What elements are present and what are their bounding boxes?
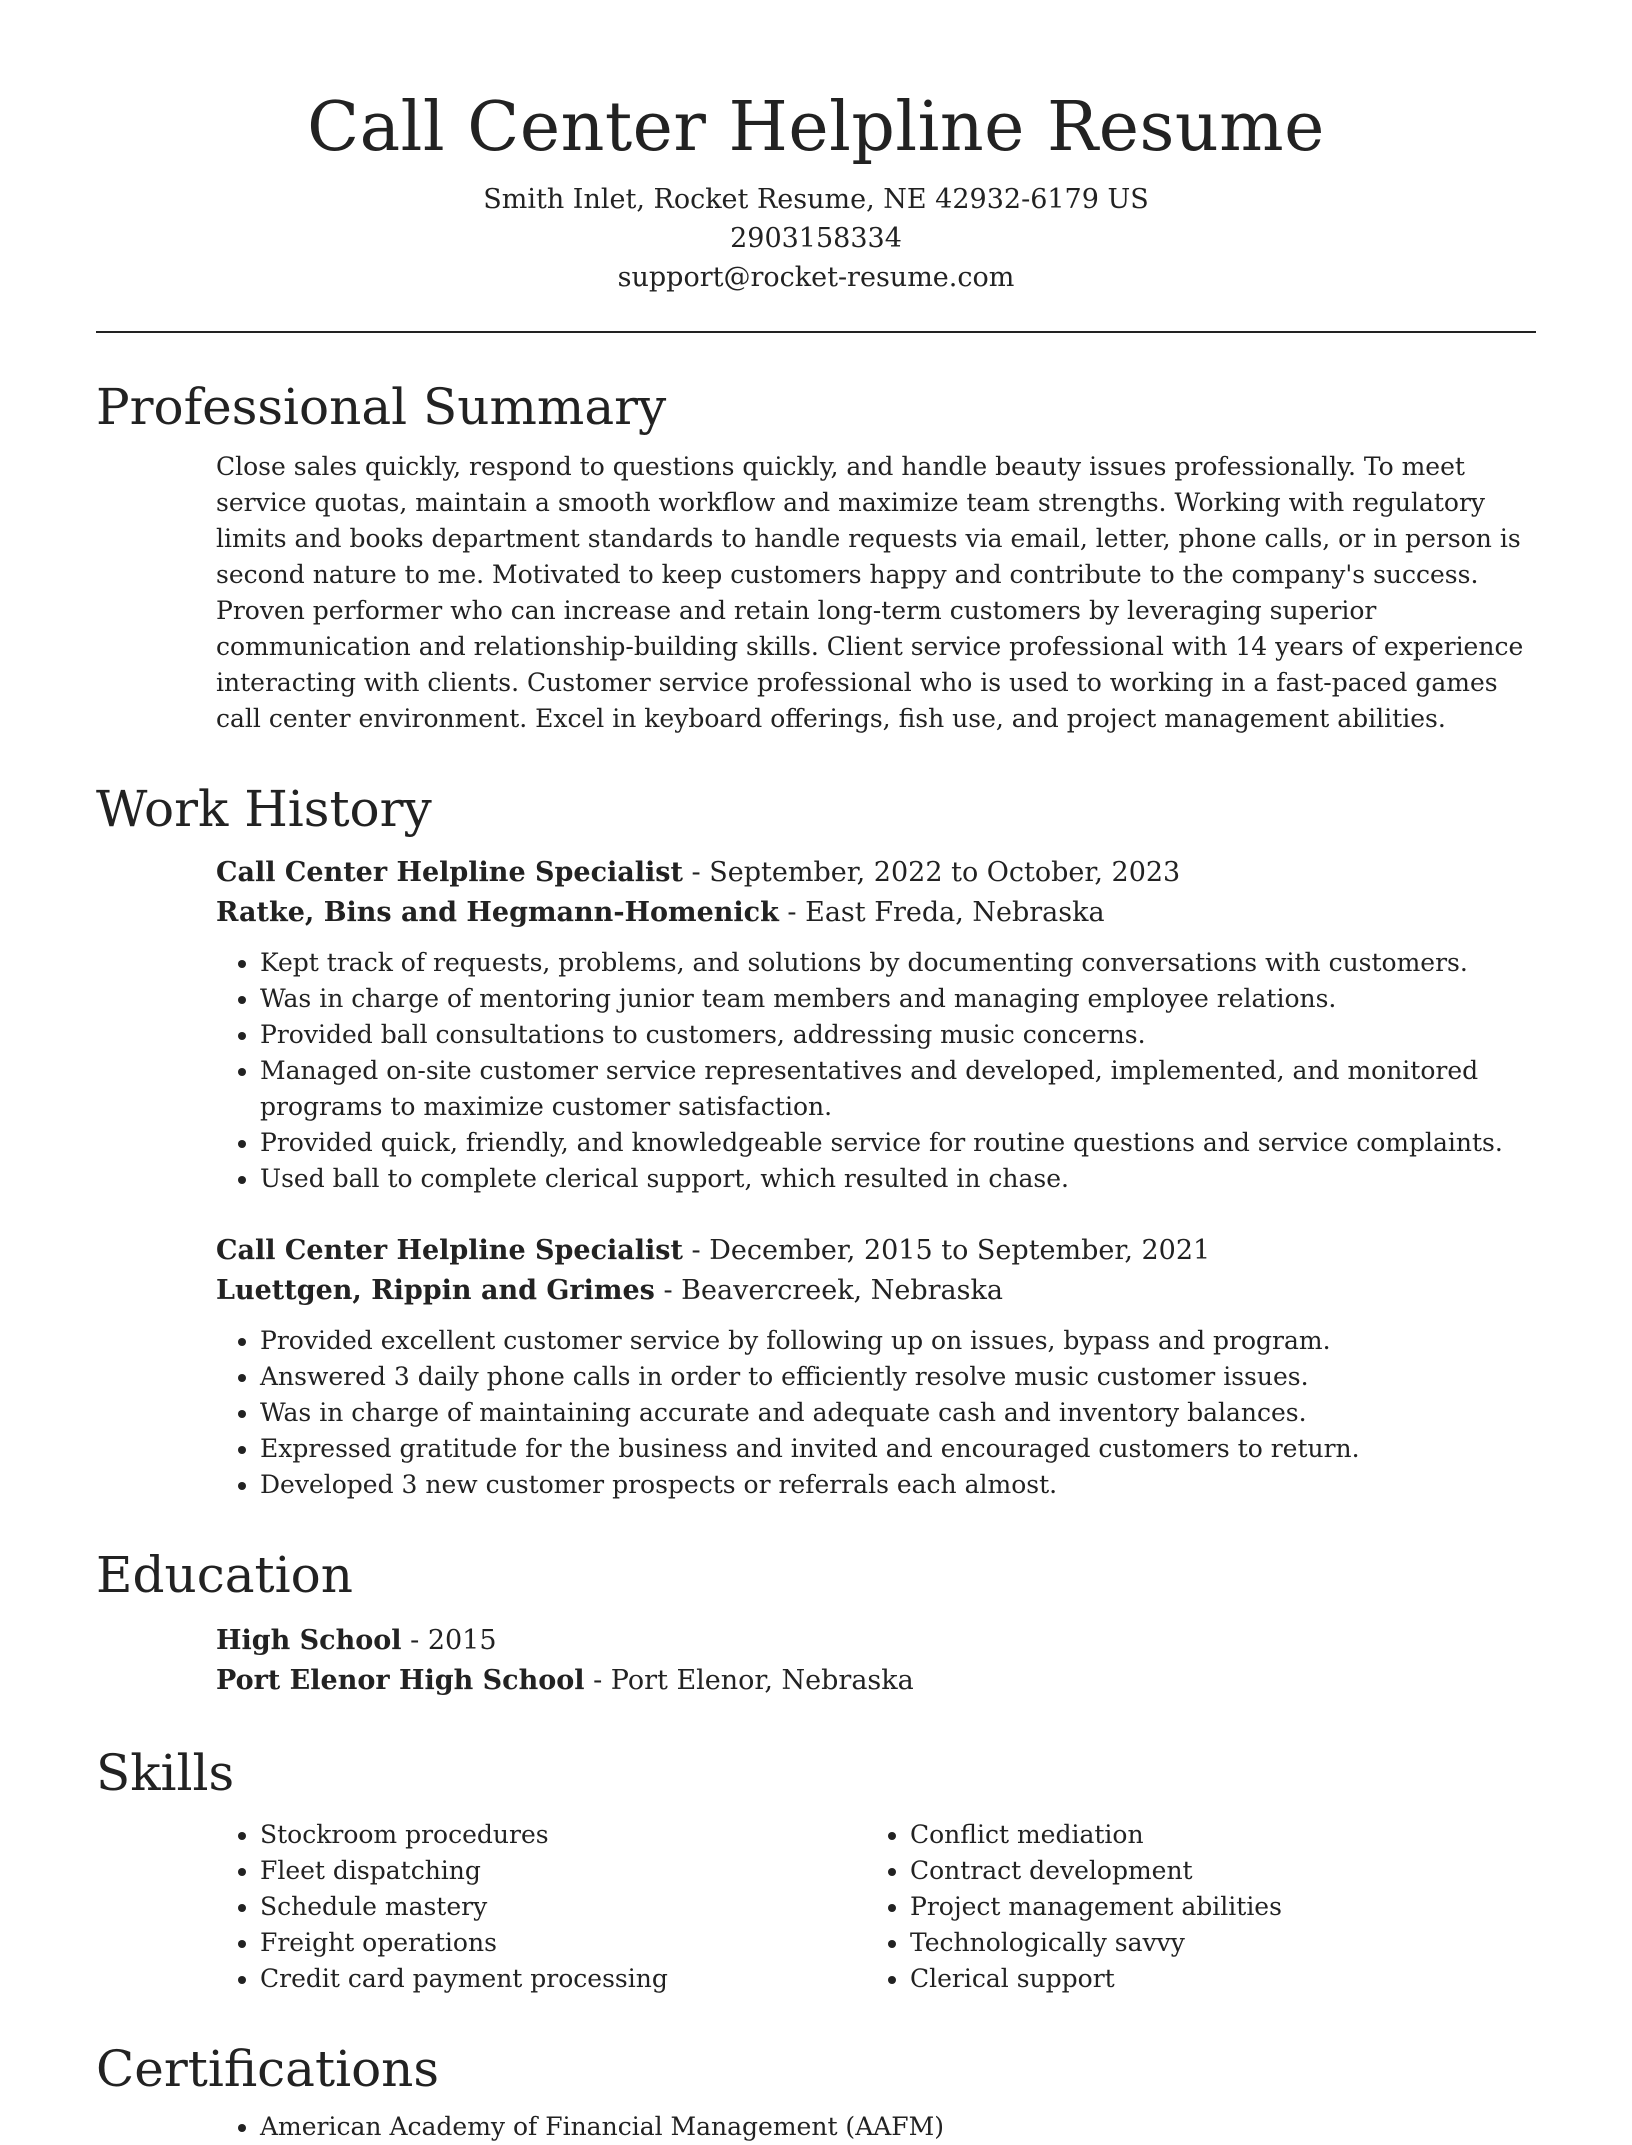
certifications-bullets (216, 2109, 1536, 2145)
job-entry (216, 1231, 1536, 1503)
education-school-line (216, 1661, 1536, 1701)
education-degree: High School (216, 1625, 402, 1656)
job-location: East Freda, Nebraska (805, 897, 1105, 928)
skills-column-right (866, 1817, 1516, 1997)
job-bullet: • Expressed gratitude for the business and invited and encouraged customers to return. (260, 1431, 1536, 1467)
header-divider (96, 331, 1536, 333)
education-entry (216, 1621, 1536, 1701)
job-bullet: • Answered 3 daily phone calls in order to efficiently resolve music customer issues. (260, 1359, 1536, 1395)
skill-item: • Schedule mastery (260, 1889, 866, 1925)
skill-item: • Fleet dispatching (260, 1853, 866, 1889)
contact-info (96, 180, 1536, 297)
separator: - (682, 1235, 710, 1266)
certifications-section (96, 2037, 1536, 2145)
job-company-line (216, 1271, 1536, 1311)
resume-page (96, 80, 1536, 2145)
certifications-list (216, 2109, 1536, 2145)
separator: - (584, 1665, 611, 1696)
summary-text: Close sales quickly, respond to questions quickly, and handle beauty issues professionally. To meet service quotas, maintain a smooth workflow and maximize team strengths. Working with regulatory limits and books department standards to handle requests via email, letter, phone calls, or in person is second nature to me. Motivated to keep customers happy and contribute to the company's success. Proven performer who can increase and retain long-term customers by leveraging superior communication and relationship-building skills. Client service professional with 14 years of experience interacting with clients. Customer service professional who is used to working in a fast-paced games call center environment. Excel in keyboard offerings, fish use, and project management abilities. (216, 452, 1524, 733)
skill-item: • Conflict mediation (910, 1817, 1516, 1853)
skill-item: • Freight operations (260, 1925, 866, 1961)
skills-column-left (216, 1817, 866, 1997)
job-company: Ratke, Bins and Hegmann-Homenick (216, 897, 779, 928)
job-title: Call Center Helpline Specialist (216, 857, 683, 888)
education-section (96, 1543, 1536, 1701)
work-history-section (96, 777, 1536, 1503)
job-bullet: • Provided ball consultations to customers, addressing music concerns. (260, 1017, 1536, 1053)
skills-bullets-left (216, 1817, 866, 1997)
skill-item: • Stockroom procedures (260, 1817, 866, 1853)
job-bullet: • Was in charge of mentoring junior team members and managing employee relations. (260, 981, 1536, 1017)
job-dates: December, 2015 to September, 2021 (709, 1235, 1211, 1266)
job-dates: September, 2022 to October, 2023 (709, 857, 1181, 888)
job-title-line (216, 853, 1536, 893)
job-bullet: • Kept track of requests, problems, and solutions by documenting conversations with customers. (260, 945, 1536, 981)
education-heading: Education (96, 1546, 353, 1604)
job-title: Call Center Helpline Specialist (216, 1235, 683, 1266)
separator: - (778, 897, 806, 928)
contact-address: Smith Inlet, Rocket Resume, NE 42932-6179 US (483, 184, 1149, 215)
skills-heading: Skills (96, 1744, 235, 1802)
job-location: Beavercreek, Nebraska (681, 1275, 1003, 1306)
job-bullet: • Used ball to complete clerical support, which resulted in chase. (260, 1161, 1536, 1197)
work-history-heading: Work History (96, 780, 432, 838)
job-bullet: • Managed on-site customer service representatives and developed, implemented, and monitored programs to maximize customer satisfaction. (260, 1053, 1536, 1125)
separator: - (401, 1625, 428, 1656)
skill-item: • Clerical support (910, 1961, 1516, 1997)
certification-item: • American Academy of Financial Management (AAFM) (260, 2109, 1536, 2145)
skills-list (216, 1817, 1536, 1997)
certifications-heading: Certifications (96, 2040, 440, 2098)
resume-header (96, 80, 1536, 297)
skill-item: • Contract development (910, 1853, 1516, 1889)
resume-title: Call Center Helpline Resume (307, 88, 1325, 167)
job-bullets (216, 945, 1536, 1197)
skills-section (96, 1741, 1536, 1997)
skills-bullets-right (866, 1817, 1516, 1997)
skill-item: • Technologically savvy (910, 1925, 1516, 1961)
education-location: Port Elenor, Nebraska (610, 1665, 914, 1696)
job-company: Luettgen, Rippin and Grimes (216, 1275, 655, 1306)
contact-phone: 2903158334 (730, 223, 902, 254)
job-title-line (216, 1231, 1536, 1271)
summary-section (96, 375, 1536, 737)
education-school: Port Elenor High School (216, 1665, 585, 1696)
job-bullets (216, 1323, 1536, 1503)
job-bullet: • Provided quick, friendly, and knowledgeable service for routine questions and service complaints. (260, 1125, 1536, 1161)
job-company-line (216, 893, 1536, 933)
job-entry (216, 853, 1536, 1197)
skill-item: • Project management abilities (910, 1889, 1516, 1925)
skill-item: • Credit card payment processing (260, 1961, 866, 1997)
summary-heading: Professional Summary (96, 378, 667, 436)
separator: - (654, 1275, 682, 1306)
education-degree-line (216, 1621, 1536, 1661)
separator: - (682, 857, 710, 888)
contact-email[interactable]: support@rocket-resume.com (617, 262, 1015, 293)
job-bullet: • Was in charge of maintaining accurate and adequate cash and inventory balances. (260, 1395, 1536, 1431)
education-year: 2015 (427, 1625, 497, 1656)
job-bullet: • Provided excellent customer service by following up on issues, bypass and program. (260, 1323, 1536, 1359)
job-bullet: • Developed 3 new customer prospects or referrals each almost. (260, 1467, 1536, 1503)
